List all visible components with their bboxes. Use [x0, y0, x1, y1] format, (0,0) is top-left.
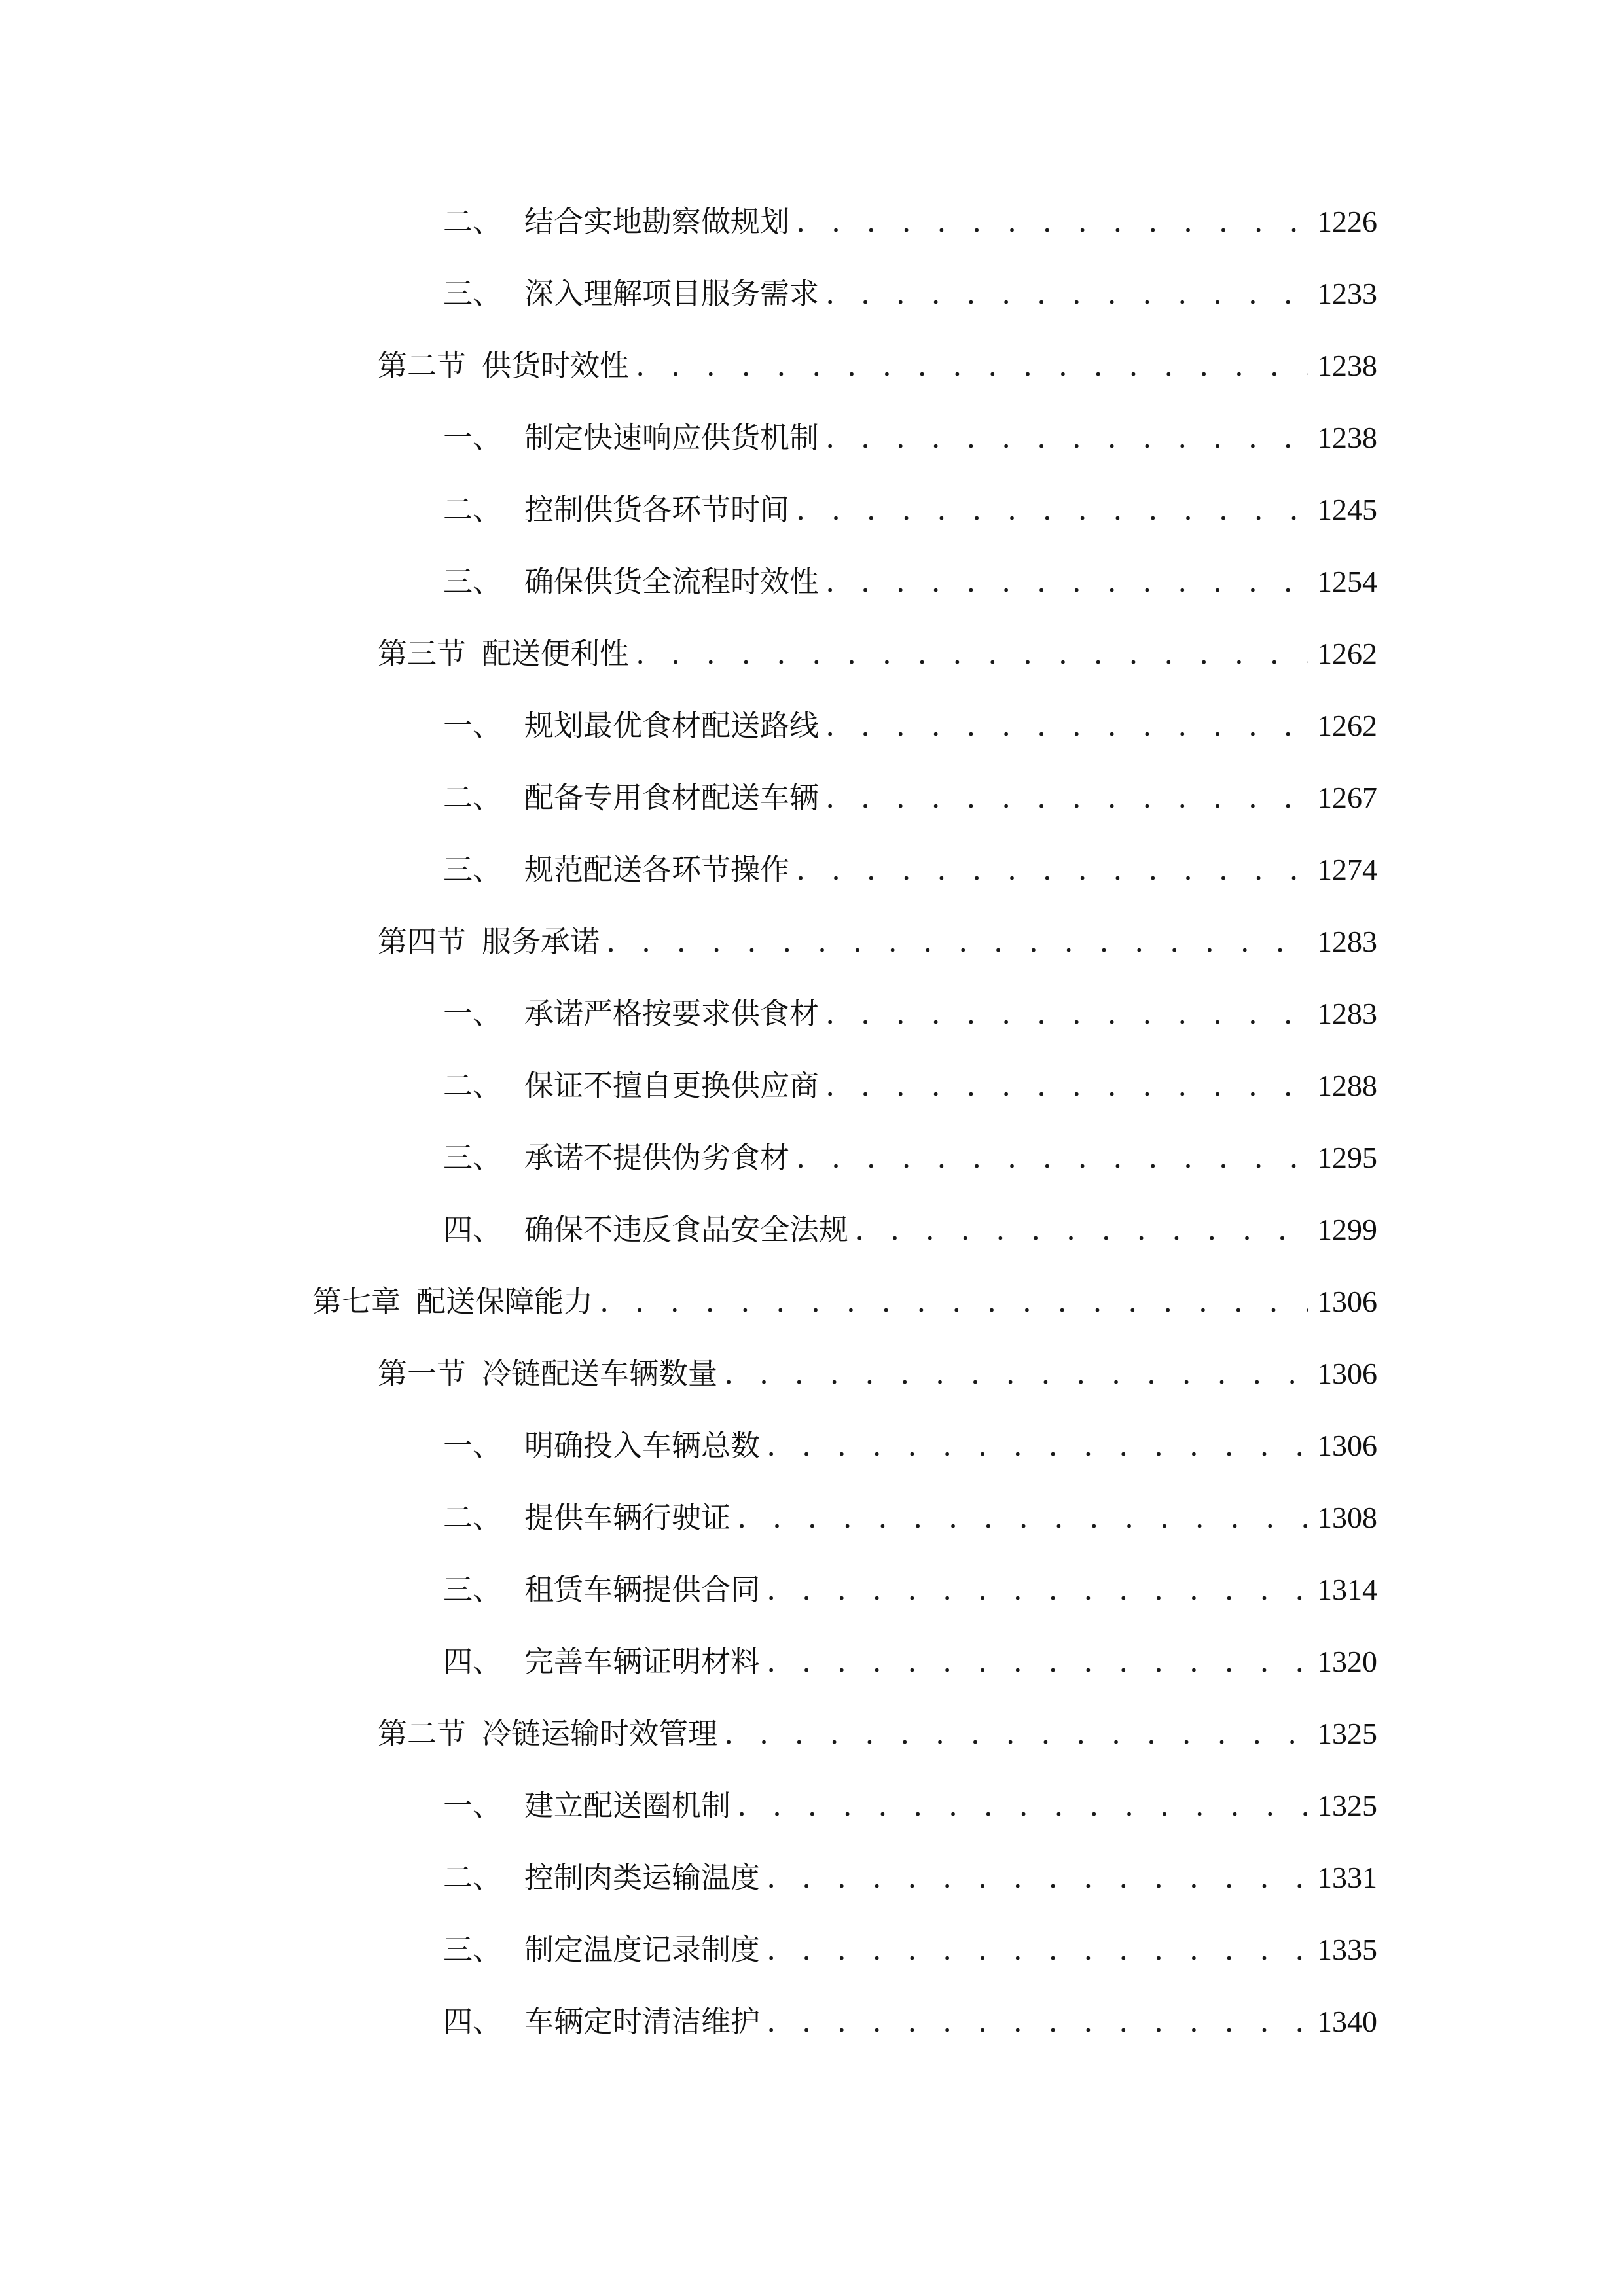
dot-leader	[767, 1423, 1308, 1469]
dot-leader	[796, 1135, 1308, 1181]
toc-section-entry[interactable]	[378, 631, 1377, 677]
dot-leader	[737, 1495, 1308, 1541]
dot-leader	[636, 631, 1308, 677]
toc-page-number: 1226	[1317, 205, 1377, 238]
dot-leader	[724, 1351, 1308, 1397]
dot-leader	[767, 1927, 1308, 1973]
toc-entry-number: 一、	[443, 1428, 503, 1463]
toc-entry[interactable]	[443, 1495, 1377, 1541]
toc-entry-title: 租赁车辆提供合同	[524, 1572, 761, 1607]
toc-entry-number: 三、	[443, 276, 503, 311]
toc-entry[interactable]	[443, 775, 1377, 821]
dot-leader	[636, 343, 1308, 389]
toc-page-number: 1306	[1317, 1429, 1377, 1462]
toc-chapter-number: 第七章	[312, 1284, 401, 1319]
toc-entry-title: 结合实地勘察做规划	[524, 204, 790, 239]
toc-entry[interactable]	[443, 1927, 1377, 1973]
toc-entry-number: 二、	[443, 1500, 503, 1535]
toc-page-number: 1233	[1317, 277, 1377, 310]
toc-entry[interactable]	[443, 1135, 1377, 1181]
toc-entry-number: 四、	[443, 1212, 503, 1247]
toc-entry-number: 三、	[443, 564, 503, 599]
toc-entry-number: 三、	[443, 1932, 503, 1967]
toc-entry-number: 二、	[443, 780, 503, 815]
toc-section-entry[interactable]	[378, 1351, 1377, 1397]
toc-entry-title: 制定温度记录制度	[524, 1932, 761, 1967]
dot-leader	[825, 415, 1308, 461]
dot-leader	[724, 1711, 1308, 1757]
dot-leader	[606, 919, 1308, 965]
dot-leader	[737, 1783, 1308, 1829]
toc-page-number: 1288	[1317, 1069, 1377, 1102]
toc-entry-number: 三、	[443, 1572, 503, 1607]
toc-page-number: 1320	[1317, 1645, 1377, 1678]
dot-leader	[855, 1207, 1308, 1253]
toc-page-number: 1238	[1317, 349, 1377, 382]
toc-section-entry[interactable]	[378, 919, 1377, 965]
dot-leader	[825, 1063, 1308, 1109]
toc-entry-title: 配备专用食材配送车辆	[524, 780, 820, 815]
toc-entry-title: 提供车辆行驶证	[524, 1500, 731, 1535]
toc-entry-title: 完善车辆证明材料	[524, 1644, 761, 1679]
toc-entry-title: 确保供货全流程时效性	[524, 564, 820, 599]
toc-page-number: 1262	[1317, 637, 1377, 670]
toc-entry-title: 规划最优食材配送路线	[524, 708, 820, 743]
toc-section-entry[interactable]	[378, 1711, 1377, 1757]
toc-entry-number: 四、	[443, 1644, 503, 1679]
toc-entry[interactable]	[443, 1639, 1377, 1685]
toc-entry-number: 二、	[443, 1860, 503, 1895]
toc-entry-title: 服务承诺	[482, 924, 600, 959]
dot-leader	[600, 1279, 1308, 1325]
dot-leader	[767, 1999, 1308, 2045]
toc-page-number: 1335	[1317, 1933, 1377, 1966]
toc-entry[interactable]	[443, 991, 1377, 1037]
toc-entry-number: 一、	[443, 1788, 503, 1823]
toc-entry[interactable]	[443, 1207, 1377, 1253]
toc-page-number: 1283	[1317, 925, 1377, 958]
toc-entry-number: 二、	[443, 204, 503, 239]
toc-page-number: 1267	[1317, 781, 1377, 814]
toc-entry-title: 控制供货各环节时间	[524, 492, 790, 527]
toc-entry-number: 二、	[443, 1068, 503, 1103]
toc-page-number: 1262	[1317, 709, 1377, 742]
toc-page-number: 1306	[1317, 1285, 1377, 1318]
toc-entry[interactable]	[443, 1999, 1377, 2045]
toc-page-number: 1331	[1317, 1861, 1377, 1894]
toc-entry-number: 一、	[443, 996, 503, 1031]
toc-page-number: 1325	[1317, 1789, 1377, 1822]
toc-entry-title: 配送保障能力	[416, 1284, 594, 1319]
toc-page-number: 1314	[1317, 1573, 1377, 1606]
toc-entry[interactable]	[443, 415, 1377, 461]
toc-entry-number: 三、	[443, 1140, 503, 1175]
toc-section-number: 第二节	[378, 1716, 467, 1751]
toc-entry-title: 明确投入车辆总数	[524, 1428, 761, 1463]
toc-entry[interactable]	[443, 199, 1377, 245]
toc-page-number: 1340	[1317, 2005, 1377, 2038]
dot-leader	[767, 1639, 1308, 1685]
toc-page-number: 1283	[1317, 997, 1377, 1030]
toc-entry[interactable]	[443, 271, 1377, 317]
toc-entry-number: 三、	[443, 852, 503, 887]
toc-entry[interactable]	[443, 1423, 1377, 1469]
toc-page-number: 1325	[1317, 1717, 1377, 1750]
toc-entry-number: 一、	[443, 420, 503, 455]
dot-leader	[825, 703, 1308, 749]
toc-entry-title: 配送便利性	[482, 636, 630, 671]
toc-section-number: 第二节	[378, 348, 467, 383]
toc-entry-title: 承诺不提供伪劣食材	[524, 1140, 790, 1175]
toc-section-entry[interactable]	[378, 343, 1377, 389]
toc-entry-number: 一、	[443, 708, 503, 743]
dot-leader	[796, 487, 1308, 533]
dot-leader	[796, 847, 1308, 893]
toc-page-number: 1245	[1317, 493, 1377, 526]
toc-chapter-entry[interactable]	[312, 1279, 1377, 1325]
dot-leader	[825, 271, 1308, 317]
dot-leader	[825, 775, 1308, 821]
toc-page-number: 1295	[1317, 1141, 1377, 1174]
toc-page-number: 1274	[1317, 853, 1377, 886]
toc-entry[interactable]	[443, 847, 1377, 893]
toc-entry-title: 承诺严格按要求供食材	[524, 996, 820, 1031]
toc-section-number: 第三节	[378, 636, 467, 671]
dot-leader	[767, 1855, 1308, 1901]
toc-section-number: 第四节	[378, 924, 467, 959]
toc-entry-title: 建立配送圈机制	[524, 1788, 731, 1823]
toc-entry-title: 供货时效性	[482, 348, 630, 383]
toc-entry-title: 冷链运输时效管理	[482, 1716, 718, 1751]
toc-entry-title: 保证不擅自更换供应商	[524, 1068, 820, 1103]
toc-page-number: 1238	[1317, 421, 1377, 454]
toc-entry[interactable]	[443, 487, 1377, 533]
toc-page-number: 1308	[1317, 1501, 1377, 1534]
dot-leader	[796, 199, 1308, 245]
toc-entry-title: 深入理解项目服务需求	[524, 276, 820, 311]
toc-page-number: 1254	[1317, 565, 1377, 598]
toc-entry-number: 四、	[443, 2004, 503, 2039]
toc-entry[interactable]	[443, 703, 1377, 749]
toc-entry[interactable]	[443, 1783, 1377, 1829]
toc-entry-title: 冷链配送车辆数量	[482, 1356, 718, 1391]
dot-leader	[825, 991, 1308, 1037]
toc-entry-title: 制定快速响应供货机制	[524, 420, 820, 455]
toc-entry-title: 确保不违反食品安全法规	[524, 1212, 849, 1247]
toc-entry[interactable]	[443, 1855, 1377, 1901]
toc-entry-title: 车辆定时清洁维护	[524, 2004, 761, 2039]
toc-entry[interactable]	[443, 559, 1377, 605]
toc-entry[interactable]	[443, 1567, 1377, 1613]
dot-leader	[825, 559, 1308, 605]
toc-section-number: 第一节	[378, 1356, 467, 1391]
dot-leader	[767, 1567, 1308, 1613]
toc-entry-title: 控制肉类运输温度	[524, 1860, 761, 1895]
toc-page-number: 1299	[1317, 1213, 1377, 1246]
toc-entry-number: 二、	[443, 492, 503, 527]
toc-entry-title: 规范配送各环节操作	[524, 852, 790, 887]
toc-page-number: 1306	[1317, 1357, 1377, 1390]
toc-entry[interactable]	[443, 1063, 1377, 1109]
